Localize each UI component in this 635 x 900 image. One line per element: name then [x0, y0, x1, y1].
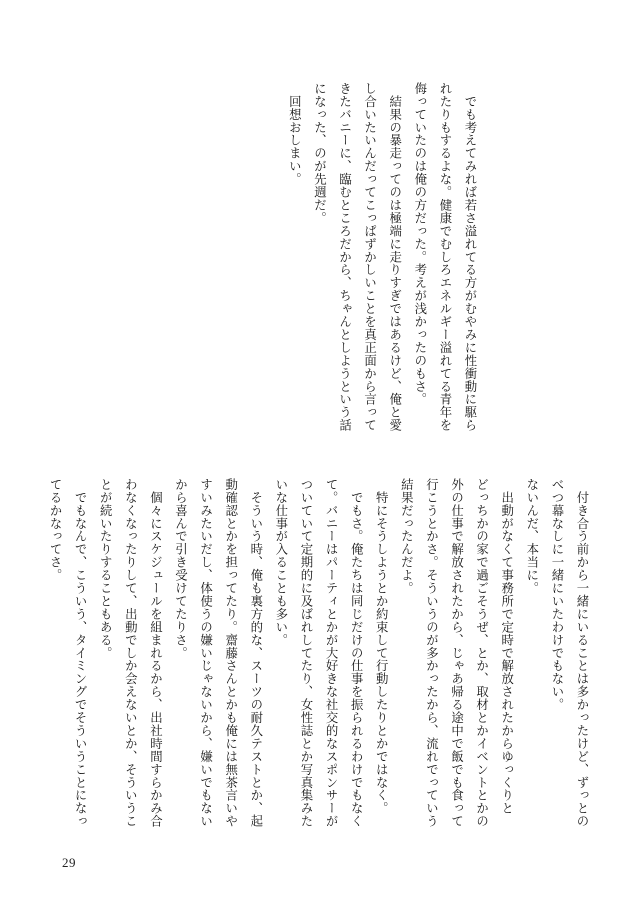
- text-line: 動確認とかを担ってたり。齋藤さんとかも俺には無茶言いや: [223, 478, 239, 828]
- text-line: でも考えてみれば若さ溢れてる方がむやみに性衝動に駆ら: [463, 82, 478, 432]
- text-line: 個々にスケジュールを組まれるから、出社時間すらかみ合: [148, 478, 164, 828]
- text-line: し合いたいんだってこっぱずかしいことを真正面から言って: [362, 82, 378, 432]
- text-line: てるかなってさ。: [48, 478, 64, 582]
- text-line: になった、のが先週だ。: [312, 82, 328, 225]
- text-line: そういう時、俺も裏方的な、スーツの耐久テストとか、起: [248, 478, 264, 828]
- text-line: 外の仕事で解放されたから、じゃあ帰る途中で飯でも食って: [449, 478, 465, 828]
- text-line: でもなんで、こういう、タイミングでそういうことになっ: [73, 478, 89, 828]
- text-line: 回想おしまい。: [287, 82, 303, 186]
- text-line: 結果の暴走ってのは極端に走りすぎではあるけど、俺と愛: [387, 82, 403, 432]
- text-line: 付き合う前から一緒にいることは多かったけど、ずっとの: [575, 478, 590, 828]
- text-line: 結果だったんだよ。: [399, 478, 415, 595]
- lower-text-block: [43, 478, 595, 858]
- text-line: べつ幕なしに一緒にいたわけでもない。: [549, 478, 565, 712]
- text-line: 侮っていたのは俺の方だった。考えが浅かったのもさ。: [412, 82, 428, 406]
- text-line: とが続いたりすることもある。: [98, 478, 114, 660]
- text-line: から喜んで引き受けてたりさ。: [173, 478, 189, 660]
- text-line: れたりもするよな。健康でむしろエネルギー溢れてる青年を: [437, 82, 453, 432]
- text-line: 行こうとかさ。そういうのが多かったから、流れでっていう: [424, 478, 440, 828]
- text-line: いな仕事が入ることも多い。: [273, 478, 289, 647]
- upper-text-block: [282, 82, 483, 462]
- page-number: 29: [62, 855, 76, 870]
- text-line: わなくなったりして、出動でしか会えないとか、そういうこ: [123, 478, 139, 828]
- text-line: どっちかの家で過ごそうぜ、とか、取材とかイベントとかの: [474, 478, 490, 828]
- text-line: でもさ。俺たちは同じだけの仕事を振られるわけでもなく: [349, 478, 365, 828]
- text-line: 特にそうしようとか約束して行動したりとかではなく。: [374, 478, 390, 815]
- text-line: すいみたいだし、体使うの嫌いじゃないから、嫌いでもない: [198, 478, 214, 828]
- text-line: ついていて定期的に及ばれしてたり、女性誌とか写真集みた: [298, 478, 314, 828]
- text-line: ないんだ、本当に。: [524, 478, 540, 595]
- text-line: きたバニーに、臨むところだから、ちゃんとしようという話: [337, 82, 353, 432]
- text-line: て。バニーはパーティとかが大好きな社交的なスポンサーが: [324, 478, 340, 828]
- text-line: 出動がなくて事務所で定時で解放されたからゆっくりと: [499, 478, 515, 815]
